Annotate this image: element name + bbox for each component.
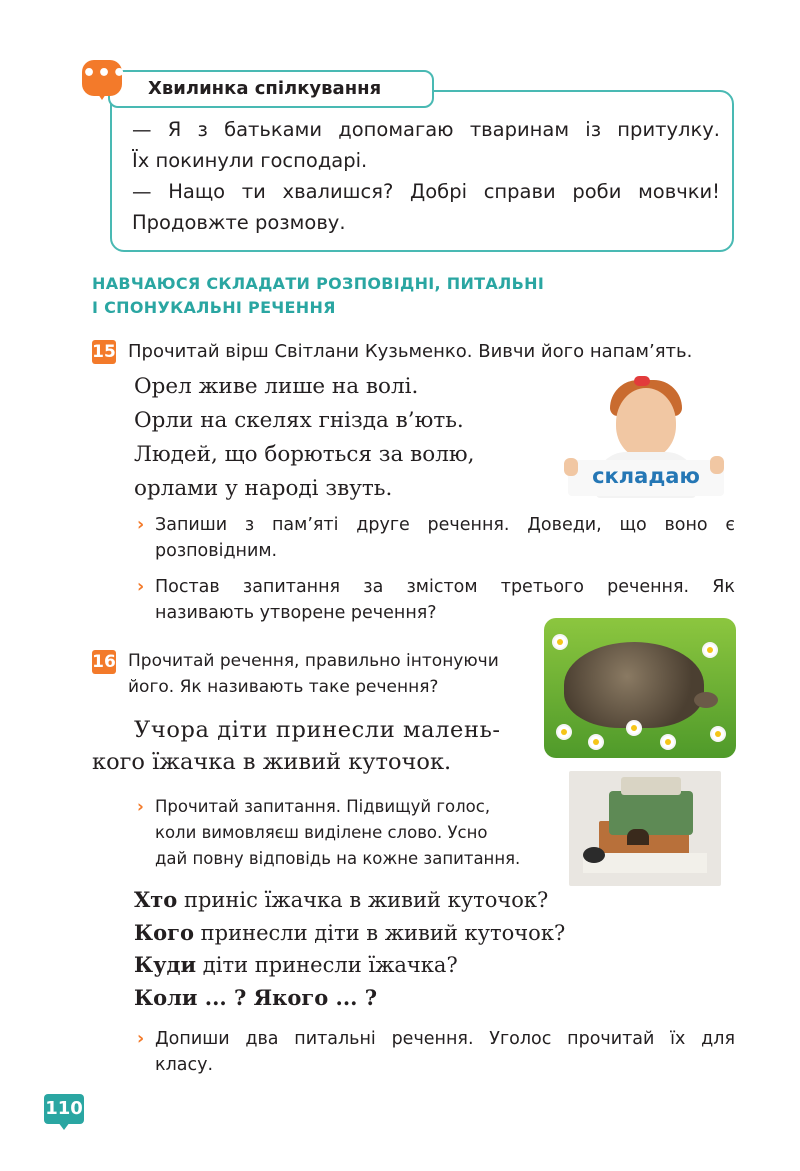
- dialog-line: — Нащо ти хвалишся? Добрі справи роби мовчки!: [132, 180, 720, 203]
- page-number: 110: [44, 1094, 84, 1124]
- communication-title: Хвилинка спілкування: [148, 78, 382, 99]
- sentence: [92, 746, 451, 778]
- question-rest: діти принесли їжачка?: [196, 953, 458, 977]
- house-roof: [609, 791, 693, 835]
- bullet-item: [137, 1026, 735, 1078]
- divider: [430, 90, 720, 92]
- hedgehog-house-photo: [569, 771, 721, 886]
- bullet-chevron-icon: ›: [137, 577, 145, 597]
- bullet-line: Допиши два питальні речення. Уголос прочитай їх для: [155, 1029, 735, 1049]
- question: [134, 884, 565, 917]
- bullet-line: Запиши з пам’яті друге речення. Доведи, що воно є: [155, 515, 735, 535]
- instruction-line: Прочитай речення, правильно інтонуючи: [128, 651, 499, 671]
- poem-line: Орли на скелях гнізда в’ють.: [134, 408, 464, 433]
- sentence-line: кого їжачка в живий куточок.: [92, 749, 452, 775]
- task-instruction: Прочитай вірш Світлани Кузьменко. Вивчи його напам’ять.: [128, 341, 693, 362]
- question-word: Хто: [134, 887, 178, 912]
- dialog-line: — Я з батьками допомагаю тваринам із притулку.: [132, 118, 720, 141]
- question-word: Коли ... ? Якого ... ?: [134, 984, 378, 1010]
- bullet-line: розповідним.: [155, 541, 278, 561]
- girl-face: [616, 388, 676, 458]
- question-list: [134, 884, 565, 1014]
- daisy-flower: [662, 736, 674, 748]
- poem-line: Людей, що борються за волю,: [134, 442, 475, 467]
- task-number-badge: 15: [92, 342, 116, 362]
- section-heading: [92, 272, 652, 320]
- sentence: [134, 714, 501, 746]
- hedgehog-photo: [544, 618, 736, 758]
- bullet-line: називають утворене речення?: [155, 603, 437, 623]
- dialog-line: Їх покинули господарі.: [132, 149, 368, 172]
- daisy-flower: [704, 644, 716, 656]
- question: [134, 917, 565, 950]
- bullet-line: Постав запитання за змістом третього речення. Як: [155, 577, 735, 597]
- food-bowl: [583, 847, 605, 863]
- question: [134, 949, 565, 982]
- page-number-tail: [58, 1122, 70, 1130]
- sentence-line: Учора діти принесли малень-: [134, 717, 501, 743]
- poem: [134, 370, 474, 506]
- ellipsis-icon: •••: [82, 61, 128, 86]
- bullet-line: Прочитай запитання. Підвищуй голос,: [155, 797, 491, 816]
- hedgehog-nose: [694, 692, 718, 708]
- house-lid: [621, 777, 681, 795]
- speech-bubble-tail: [94, 88, 110, 100]
- question-rest: принесли діти в живий куточок?: [194, 920, 566, 945]
- house-entrance: [627, 829, 649, 845]
- bullet-chevron-icon: ›: [137, 797, 144, 816]
- dialog-line: Продовжте розмову.: [132, 211, 346, 234]
- bullet-chevron-icon: ›: [137, 1029, 145, 1049]
- daisy-flower: [558, 726, 570, 738]
- bullet-item: [137, 794, 560, 872]
- bullet-line: коли вимовляєш виділене слово. Усно: [155, 823, 488, 842]
- question: [134, 982, 565, 1015]
- daisy-flower: [628, 722, 640, 734]
- hedgehog-body: [564, 642, 704, 728]
- bullet-line: класу.: [155, 1055, 214, 1075]
- poem-line: Орел живе лише на волі.: [134, 374, 419, 399]
- daisy-flower: [712, 728, 724, 740]
- task-instruction: [128, 648, 538, 700]
- daisy-flower: [554, 636, 566, 648]
- section-heading-line: НАВЧАЮСЯ СКЛАДАТИ РОЗПОВІДНІ, ПИТАЛЬНІ: [92, 274, 545, 293]
- bullet-item: [137, 512, 735, 564]
- bullet-chevron-icon: ›: [137, 515, 145, 535]
- question-word: Куди: [134, 952, 197, 977]
- sign-label: складаю: [592, 464, 700, 488]
- section-heading-line: І СПОНУКАЛЬНІ РЕЧЕННЯ: [92, 298, 336, 317]
- daisy-flower: [590, 736, 602, 748]
- instruction-line: його. Як називають таке речення?: [128, 677, 439, 697]
- bullet-line: дай повну відповідь на кожне запитання.: [155, 849, 521, 868]
- poem-line: орлами у народі звуть.: [134, 476, 393, 501]
- task-number-badge: 16: [92, 652, 116, 672]
- communication-text: [132, 114, 720, 238]
- girl-bow: [634, 376, 650, 386]
- question-word: Кого: [134, 919, 194, 945]
- question-rest: приніс їжачка в живий куточок?: [177, 888, 549, 912]
